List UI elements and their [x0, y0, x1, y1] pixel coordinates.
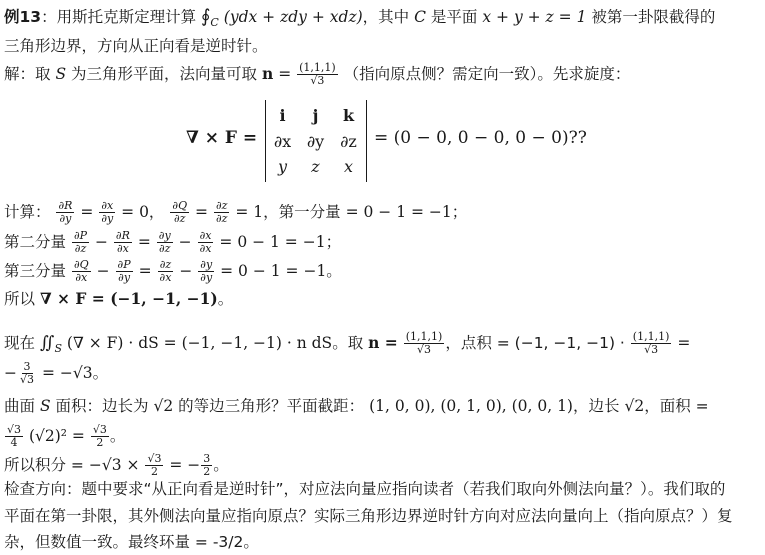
matrix-cell: ∂x — [273, 132, 292, 151]
area-line-2: $\frac{√3}{4}$ (√2)² = $\frac{√3}{2}$ 。 — [7, 423, 126, 449]
problem-line-2: 三角形边界，方向从正向看是逆时针。 — [4, 37, 268, 55]
compute-line-2: 第二分量 $\frac{\partial P}{\partial z}$ − $\frac{\partial R}{\partial x}$ = $\frac{\partial y}{\partial z}$ − $\frac{\partial x}{\partial x}$ = 0 − 1 = −1； — [4, 229, 342, 255]
direction-line-1: 检查方向：题中要求“从正向看是逆时针”，对应法向量应指向读者（若我们取向外侧法向量？）。我们取的 — [4, 480, 726, 498]
matrix-cell: ∂z — [340, 132, 357, 151]
compute-line-3: 第三分量 $\frac{\partial Q}{\partial x}$ − $\frac{\partial P}{\partial y}$ = $\frac{\partial z}{\partial x}$ − $\frac{\partial y}{\partial y}$ = 0 − 1 = −1。 — [4, 258, 342, 284]
matrix-cell: z — [311, 157, 320, 176]
matrix-cell: y — [277, 157, 288, 176]
curl-rhs: = (0 − 0, 0 − 0, 0 − 0)?? — [374, 128, 587, 148]
solution-line-1: 解：取 S 为三角形平面，法向量可取 n = $\frac{(1,1,1)}{√3}$ （指向原点侧？需定向一致）。先求旋度： — [4, 61, 631, 87]
matrix-cell: j — [312, 106, 319, 125]
direction-line-2: 平面在第一卦限，其外侧法向量应指向原点？实际三角形边界逆时针方向对应法向量向上（指向原点？）复 — [4, 507, 733, 525]
flux-line-2: − $\frac{3}{√3}$ = −√3。 — [4, 360, 109, 386]
direction-line-3: 杂，但数值一致。最终环量 = -3/2。 — [4, 533, 259, 551]
matrix-cell: x — [343, 157, 354, 176]
problem-line-1: 例13：用斯托克斯定理计算 $∮_C$ (ydx + zdy + xdz)，其中 C 是平面 x + y + z = 1 被第一卦限截得的 — [4, 6, 716, 30]
flux-line-1: 现在 $∬_S$ (∇ × F) · dS = (−1, −1, −1) · n dS。取 n = $\frac{(1,1,1)}{√3}$ ，点积 = (−1, −1, −1) · $\frac{(1,1,1)}{√3}$ = — [4, 330, 691, 356]
example-label: 例13 — [4, 8, 42, 26]
result-line: 所以积分 = −√3 × $\frac{√3}{2}$ = − $\frac{3}{2}$ 。 — [4, 452, 229, 478]
curl-lhs: ∇ × F = — [186, 128, 258, 148]
matrix-cell: i — [279, 106, 286, 125]
normal-fraction: $\frac{(1,1,1)}{√3}$ — [299, 61, 336, 87]
curl-determinant — [0, 100, 765, 182]
matrix-cell: ∂y — [306, 132, 325, 151]
compute-line-1: 计算： $\frac{\partial R}{\partial y}$ = $\frac{\partial x}{\partial y}$ = 0， $\frac{\partial Q}{\partial z}$ = $\frac{\partial z}{\partial z}$ = 1，第一分量 = 0 − 1 = −1； — [4, 199, 468, 225]
area-line-1: 曲面 S 面积：边长为 √2 的等边三角形？平面截距： (1, 0, 0), (0, 1, 0), (0, 0, 1)，边长 √2，面积 = — [4, 397, 709, 415]
determinant-matrix — [265, 100, 367, 182]
matrix-cell: k — [342, 106, 355, 125]
compute-line-4: 所以 ∇ × F = (−1, −1, −1)。 — [4, 289, 234, 308]
